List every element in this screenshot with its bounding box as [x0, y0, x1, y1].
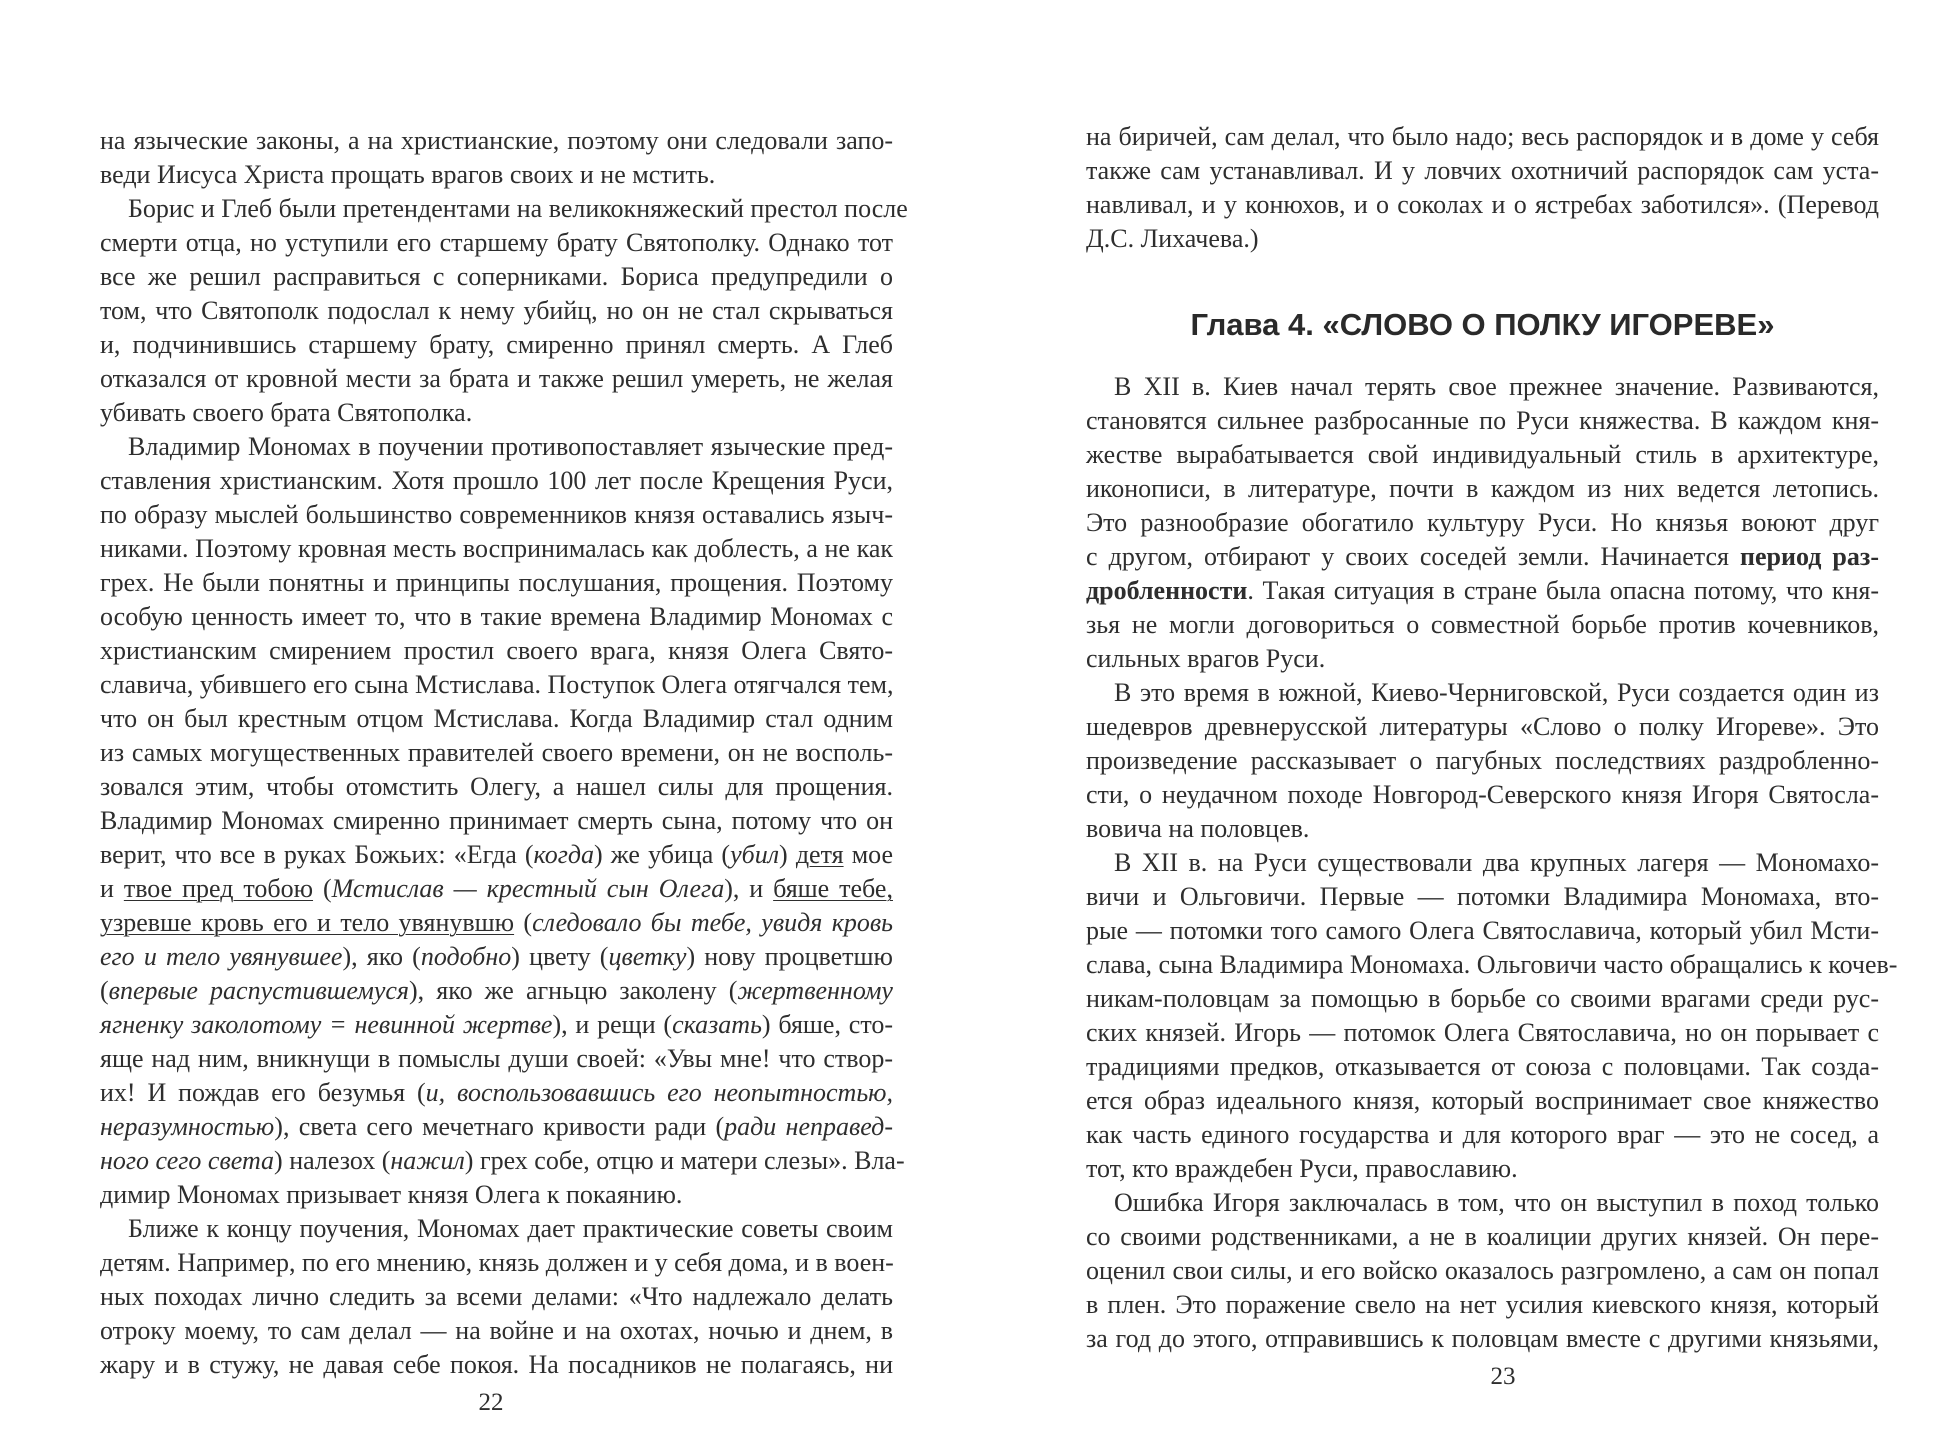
gloss-italic: впервые распустившемуся — [108, 976, 410, 1005]
text-line: В XII в. на Руси существовали два крупных лагеря — Мономахо- — [1114, 848, 1879, 877]
bold-term: период раз- — [1740, 542, 1879, 571]
text-line: отроку моему, то сам делал — на войне и на охотах, ночью и днем, в — [100, 1316, 893, 1345]
text-line — [1086, 574, 1879, 608]
text-segment: ) бяше, сто- — [761, 1010, 893, 1039]
right-page — [978, 0, 1956, 1434]
text-line: том, что Святополк подослал к нему убийц, но он не стал скрываться — [100, 296, 893, 325]
underlined-quote: твое пред тобою — [123, 874, 314, 903]
gloss-italic: жертвенному — [737, 976, 893, 1005]
text-line: в плен. Это поражение свело на нет усилия киевского князя, который — [1086, 1290, 1879, 1319]
gloss-italic: следовало бы тебе, увидя кровь — [532, 908, 893, 937]
text-line: ских князей. Игорь — потомок Олега Святославича, но он порывает с — [1086, 1018, 1879, 1047]
text-line: христианским смирением простил своего врага, князя Олега Свято- — [100, 636, 893, 665]
text-segment: ( — [313, 874, 332, 903]
text-segment: ) же убица ( — [594, 840, 731, 869]
text-segment: ), и — [724, 874, 774, 903]
text-line: славича, убившего его сына Мстислава. Поступок Олега отягчался тем, — [100, 670, 894, 699]
text-segment: ), света сего мечетнаго кривости ради ( — [274, 1112, 725, 1141]
text-line: также сам устанавливал. И у ловчих охотничий распорядок сам уста- — [1086, 156, 1879, 185]
underlined-quote: узревше кровь его и тело увянувшю — [100, 908, 515, 937]
text-line: веди Иисуса Христа прощать врагов своих и не мстить. — [100, 160, 716, 189]
text-line: рые — потомки того самого Олега Святославича, который убил Мсти- — [1086, 916, 1879, 945]
text-segment: ( — [100, 976, 109, 1005]
text-line: Ошибка Игоря заключалась в том, что он выступил в поход только — [1114, 1188, 1879, 1217]
text-line — [100, 1076, 893, 1110]
text-line: слава, сына Владимира Мономаха. Ольговичи часто обращались к кочев- — [1086, 950, 1898, 979]
text-line: навливал, и у конюхов, и о соколах и о ястребах заботился». (Перевод — [1086, 190, 1879, 219]
text-line: никами. Поэтому кровная месть воспринималась как доблесть, а не как — [100, 534, 893, 563]
gloss-italic: убил — [730, 840, 780, 869]
text-line: смерти отца, но уступили его старшему брату Святополку. Однако тот — [100, 228, 893, 257]
text-segment: . Такая ситуация в стране была опасна потому, что кня- — [1247, 576, 1879, 605]
text-line: убивать своего брата Святополка. — [100, 398, 473, 427]
text-line: вовича на половцев. — [1086, 814, 1310, 843]
text-line: иконописи, в литературе, почти в каждом из них ведется летопись. — [1086, 474, 1879, 503]
page-number: 22 — [478, 1389, 504, 1416]
text-line — [100, 1110, 893, 1144]
text-line: Д.С. Лихачева.) — [1086, 224, 1259, 253]
text-segment: ) — [779, 840, 796, 869]
text-segment: ) цвету ( — [511, 942, 609, 971]
text-line: димир Мономах призывает князя Олега к покаянию. — [100, 1180, 683, 1209]
text-line: детям. Например, по его мнению, князь должен и у себя дома, и в воен- — [100, 1248, 894, 1277]
text-line: Ближе к концу поучения, Мономах дает практические советы своим — [128, 1214, 893, 1243]
gloss-italic: ного сего света — [100, 1146, 275, 1175]
text-line: особую ценность имеет то, что в такие времена Владимир Мономах с — [100, 602, 893, 631]
text-line: В XII в. Киев начал терять свое прежнее значение. Развиваются, — [1114, 372, 1879, 401]
text-line: сильных врагов Руси. — [1086, 644, 1326, 673]
text-segment: ) нову процветшю — [686, 942, 893, 971]
gloss-italic: неразумностью — [100, 1112, 275, 1141]
text-line: Владимир Мономах в поучении противопоставляет языческие пред- — [128, 432, 893, 461]
text-segment: ) грех собе, отцю и матери слезы». Вла- — [464, 1146, 905, 1175]
text-line: зовался этим, чтобы отомстить Олегу, а нашел силы для прощения. — [100, 772, 893, 801]
gloss-italic: нажил — [390, 1146, 465, 1175]
text-line — [1086, 540, 1879, 574]
text-line: жестве вырабатывается свой индивидуальный стиль в архитектуре, — [1086, 440, 1879, 469]
text-line: жару и в стужу, не давая себе покоя. На посадников не полагаясь, ни — [100, 1350, 893, 1379]
gloss-italic: когда — [533, 840, 595, 869]
text-segment: ), и рещи ( — [552, 1010, 673, 1039]
gloss-italic: сказать — [672, 1010, 762, 1039]
text-line — [100, 906, 893, 940]
bold-term: дробленности — [1086, 576, 1248, 605]
text-line — [100, 872, 893, 906]
text-line: отказался от кровной мести за брата и также решил умереть, не желая — [100, 364, 893, 393]
text-line: Владимир Мономах смиренно принимает смерть сына, потому что он — [100, 806, 893, 835]
text-segment: верит, что все в руках Божьих: «Егда ( — [100, 840, 534, 869]
text-line: В это время в южной, Киево-Черниговской, Руси создается один из — [1114, 678, 1879, 707]
gloss-italic: Мстислав — крестный сын Олега — [331, 874, 725, 903]
text-line: яще над ним, вникнущи в помыслы души своей: «Увы мне! что створ- — [100, 1044, 893, 1073]
text-line — [100, 974, 893, 1008]
text-line: тот, кто враждебен Руси, православию. — [1086, 1154, 1518, 1183]
gloss-italic: подобно — [420, 942, 512, 971]
text-segment: ), яко же агньцю заколену ( — [409, 976, 738, 1005]
text-line — [100, 1144, 905, 1178]
gloss-italic: ягненку заколотому = невинной жертве — [100, 1010, 553, 1039]
text-line: традициями предков, отказывается от союза с половцами. Так созда- — [1086, 1052, 1879, 1081]
underlined-quote: детя — [795, 840, 844, 869]
text-line: оценил свои силы, и его войско оказалось разгромлено, а сам он попал — [1086, 1256, 1879, 1285]
text-line: из самых могущественных правителей своего времени, он не восполь- — [100, 738, 893, 767]
text-line: что он был крестным отцом Мстислава. Когда Владимир стал одним — [100, 704, 893, 733]
text-line: грех. Не были понятны и принципы послушания, прощения. Поэтому — [100, 568, 893, 597]
gloss-italic: цветку — [608, 942, 687, 971]
text-line: Это разнообразие обогатило культуру Руси. Но князья воюют друг — [1086, 508, 1879, 537]
text-line: по образу мыслей большинство современников князя оставались языч- — [100, 500, 893, 529]
text-line: никам-половцам за помощью в борьбе со своими врагами среди рус- — [1086, 984, 1879, 1013]
text-line: ных походах лично следить за всеми делами: «Что надлежало делать — [100, 1282, 893, 1311]
gloss-italic: и, воспользовавшись его неопытностью, — [425, 1078, 893, 1107]
page-number: 23 — [1490, 1363, 1516, 1390]
text-line: и, подчинившись старшему брату, смиренно принял смерть. А Глеб — [100, 330, 893, 359]
text-line: вичи и Ольговичи. Первые — потомки Владимира Мономаха, вто- — [1086, 882, 1879, 911]
text-line: шедевров древнерусской литературы «Слово о полку Игореве». Это — [1086, 712, 1879, 741]
text-line: произведение рассказывает о пагубных последствиях раздробленно- — [1086, 746, 1879, 775]
text-line: сти, о неудачном походе Новгород-Северского князя Игоря Святосла- — [1086, 780, 1879, 809]
gloss-italic: ради неправед- — [724, 1112, 893, 1141]
text-line: как часть единого государства и для которого враг — это не сосед, а — [1086, 1120, 1879, 1149]
text-line — [100, 838, 893, 872]
text-line: на языческие законы, а на христианские, поэтому они следовали запо- — [100, 126, 893, 155]
text-segment: ) налезох ( — [274, 1146, 391, 1175]
text-line: зья не могли договориться о совместной борьбе против кочевников, — [1086, 610, 1879, 639]
text-line: Борис и Глеб были претендентами на великокняжеский престол после — [128, 194, 908, 223]
gloss-italic: его и тело увянувшее — [100, 942, 343, 971]
text-line: все же решил расправиться с соперниками. Бориса предупредили о — [100, 262, 893, 291]
text-segment: мое — [843, 840, 894, 869]
text-line: на биричей, сам делал, что было надо; весь распорядок и в доме у себя — [1086, 122, 1879, 151]
text-line: за год до этого, отправившись к половцам вместе с другими князьями, — [1086, 1324, 1879, 1353]
text-line: становятся сильнее разбросанные по Руси княжества. В каждом кня- — [1086, 406, 1879, 435]
text-segment: ( — [514, 908, 533, 937]
text-segment: с другом, отбирают у своих соседей земли. Начинается — [1086, 542, 1741, 571]
text-segment: ), яко ( — [342, 942, 421, 971]
text-segment: их! И пождав его безумья ( — [100, 1078, 426, 1107]
chapter-heading: Глава 4. «СЛОВО О ПОЛКУ ИГОРЕВЕ» — [1190, 307, 1775, 342]
text-line: со своими родственниками, а не в коалиции других князей. Он пере- — [1086, 1222, 1879, 1251]
text-segment: и — [100, 874, 124, 903]
text-line: ставления христианским. Хотя прошло 100 лет после Крещения Руси, — [100, 466, 893, 495]
text-line — [100, 1008, 893, 1042]
underlined-quote: бяше тебе, — [773, 874, 893, 903]
text-line — [100, 940, 893, 974]
text-line: ется образ идеального князя, который воспринимает свое княжество — [1086, 1086, 1879, 1115]
